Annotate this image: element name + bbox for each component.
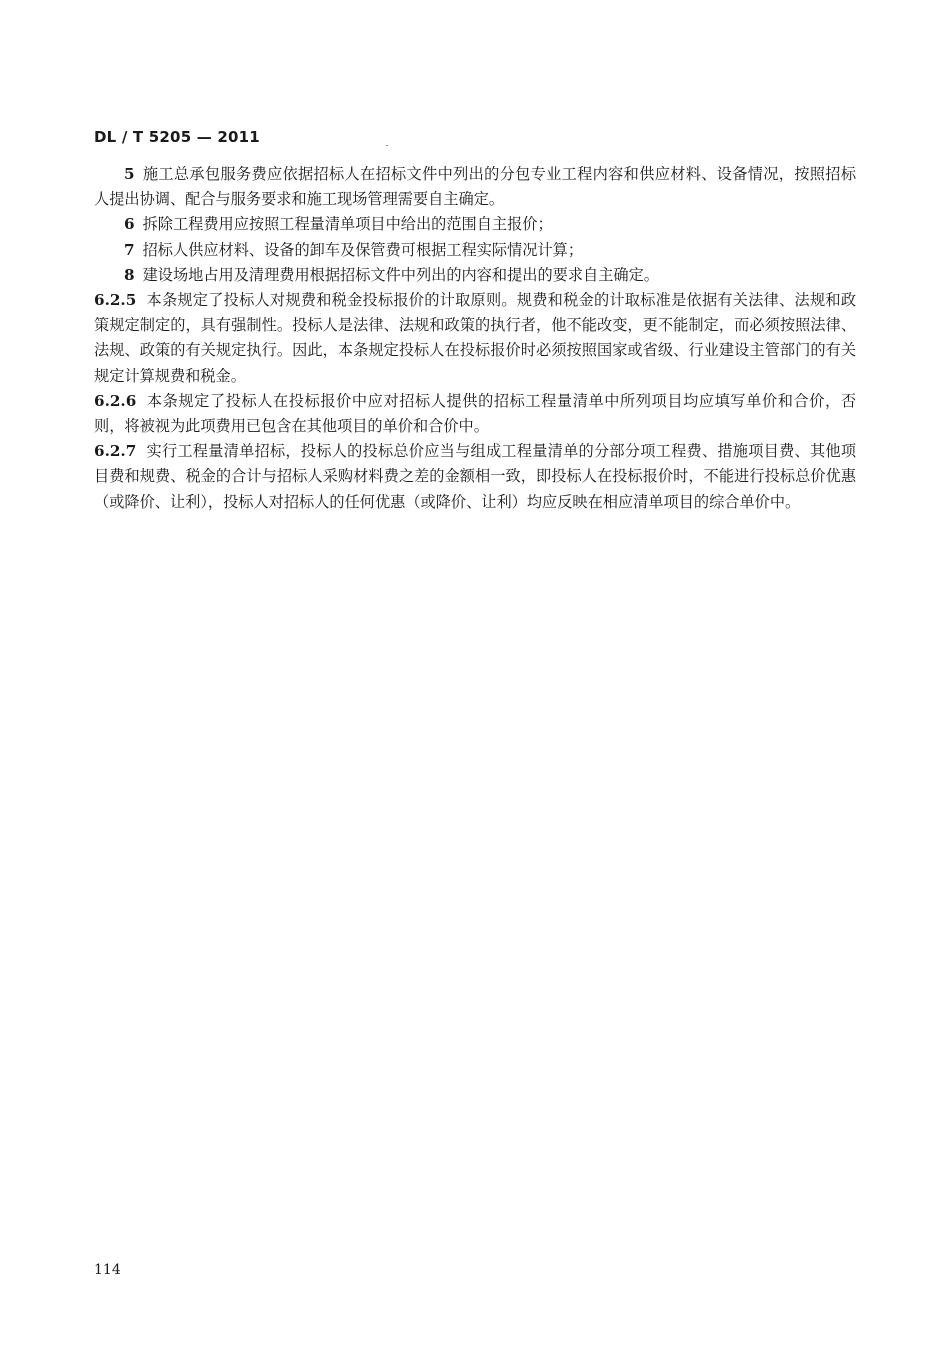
list-item [94,162,856,212]
item-text: 拆除工程费用应按照工程量清单项目中给出的范围自主报价； [142,215,553,234]
clause-text: 实行工程量清单招标，投标人的投标总价应当与组成工程量清单的分部分项工程费、措施项目费、其他项目费和规费、税金的合计与招标人采购材料费之差的金额相一致，即投标人在投标报价时，不能进行投标总价优惠（或降价、让利），投标人对招标人的任何优惠（或降价、让利）均应反映在相应清单项目的综合单价中。 [94,442,856,511]
clause-text: 本条规定了投标人在投标报价中应对招标人提供的招标工程量清单中所列项目均应填写单价和合价，否则，将被视为此项费用已包含在其他项目的单价和合价中。 [94,391,856,436]
clause-number: 6.2.7 [94,442,137,461]
item-number: 8 [124,265,135,284]
item-text: 施工总承包服务费应依据招标人在招标文件中列出的分包专业工程内容和供应材料、设备情况，按照招标人提出协调、配合与服务要求和施工现场管理需要自主确定。 [94,165,856,209]
item-number: 6 [124,215,135,234]
clause-paragraph [94,439,856,515]
page-number: 114 [94,1262,121,1278]
standard-code: DL / T 5205 — 2011 [94,128,260,146]
item-number: 5 [124,165,135,183]
item-number: 7 [124,240,135,259]
clause-number: 6.2.5 [94,291,137,310]
list-item [94,238,856,263]
clause-paragraph [94,389,856,439]
clause-text: 本条规定了投标人对规费和税金投标报价的计取原则。规费和税金的计取标准是依据有关法律、法规和政策规定制定的，具有强制性。投标人是法律、法规和政策的执行者，他不能改变，更不能制定，而必须按照法律、法规、政策的有关规定执行。因此，本条规定投标人在投标报价时必须按照国家或省级、行业建设主管部门的有关规定计算规费和税金。 [94,291,856,385]
body-text [94,162,856,515]
list-item [94,212,856,237]
item-text: 建设场地占用及清理费用根据招标文件中列出的内容和提出的要求自主确定。 [142,265,659,284]
list-item [94,263,856,288]
item-text: 招标人供应材料、设备的卸车及保管费可根据工程实际情况计算； [142,240,584,259]
clause-number: 6.2.6 [94,391,137,410]
clause-paragraph [94,288,856,389]
scan-speck [386,145,388,146]
